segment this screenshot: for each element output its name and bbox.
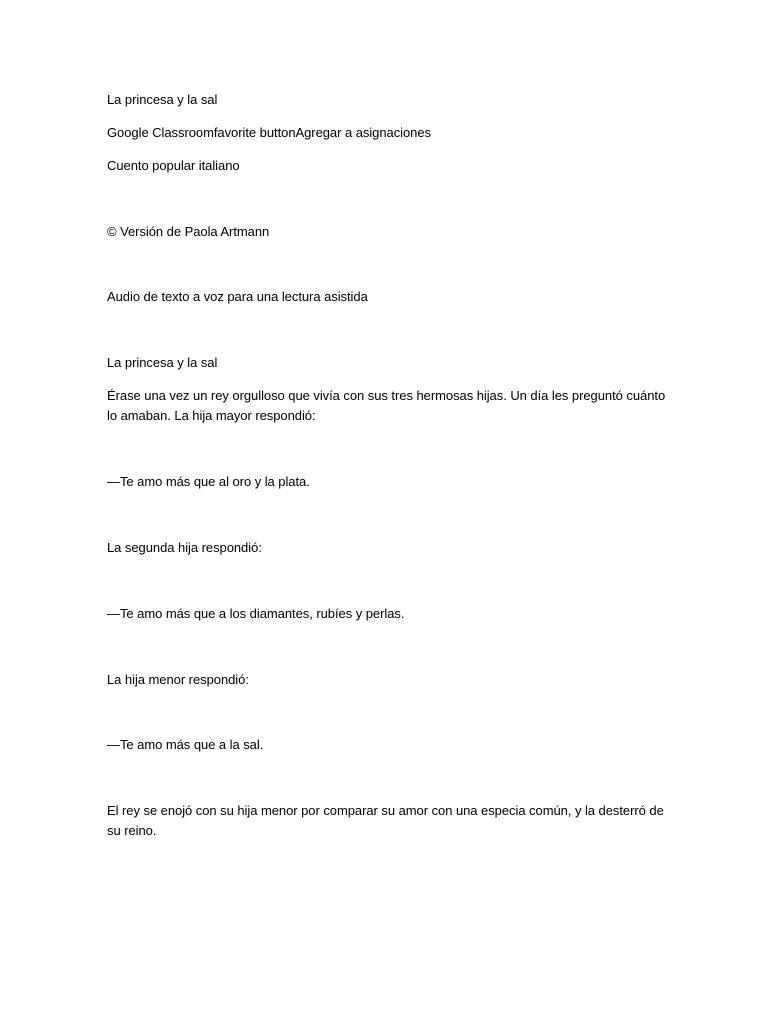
story-paragraph-1: Érase una vez un rey orgulloso que vivía con sus tres hermosas hijas. Un día les preguntó cuánto lo amaban. La hija mayor respondió:: [107, 388, 669, 423]
story-title-paragraph: La princesa y la sal: [107, 355, 218, 370]
story-paragraph-2: La segunda hija respondió:: [107, 540, 262, 555]
classroom-paragraph: Google Classroomfavorite buttonAgregar a asignaciones: [107, 125, 431, 140]
story-paragraph-3: La hija menor respondió:: [107, 672, 249, 687]
version-paragraph: © Versión de Paola Artmann: [107, 224, 270, 239]
story-paragraph-4: El rey se enojó con su hija menor por comparar su amor con una especia común, y la desterró de su reino.: [107, 803, 668, 838]
title-paragraph: La princesa y la sal: [107, 92, 218, 107]
dialogue-paragraph-2: —Te amo más que a los diamantes, rubíes y perlas.: [107, 606, 405, 621]
audio-paragraph: Audio de texto a voz para una lectura asistida: [107, 289, 368, 304]
subtitle-paragraph: Cuento popular italiano: [107, 158, 240, 173]
dialogue-paragraph-1: —Te amo más que al oro y la plata.: [107, 474, 310, 489]
dialogue-paragraph-3: —Te amo más que a la sal.: [107, 737, 264, 752]
